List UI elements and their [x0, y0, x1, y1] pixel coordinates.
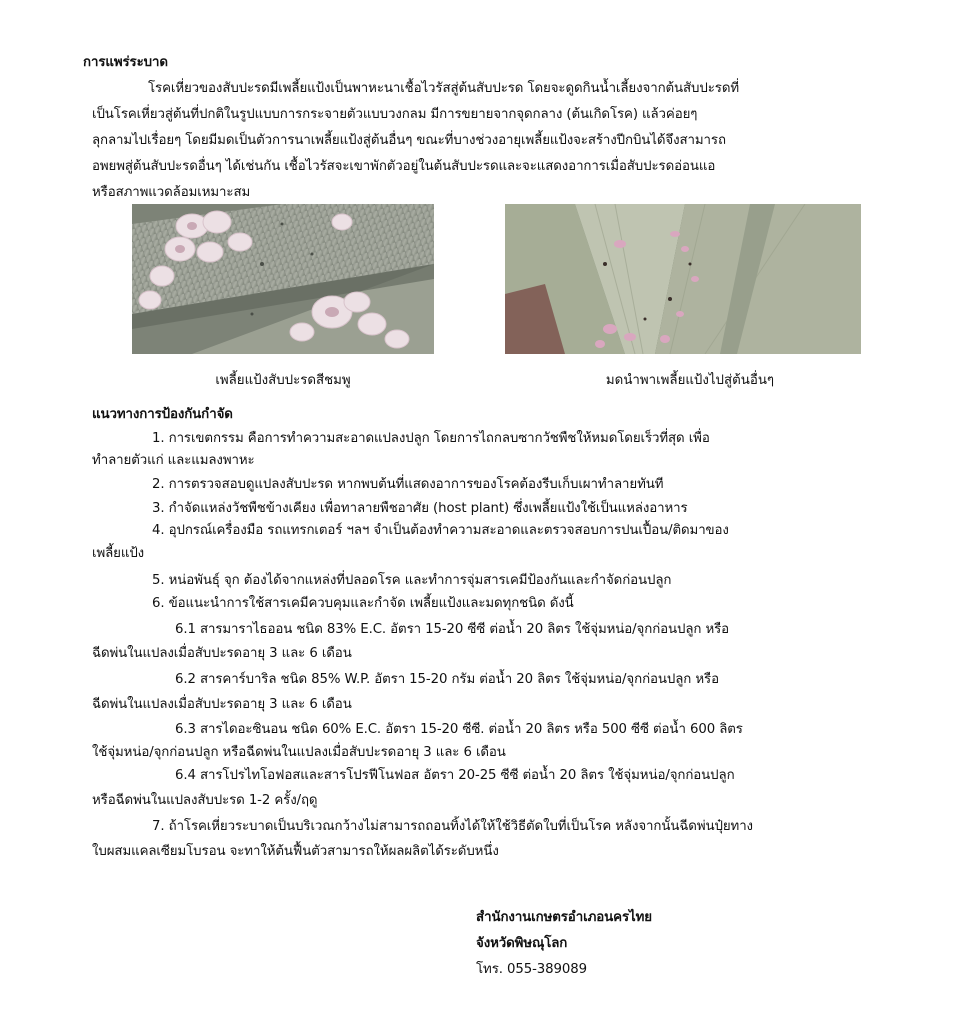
- prevention-line: ใบผสมแคลเซียมโบรอน จะทาให้ต้นฟื้นตัวสามารถให้ผลผลิตได้ระดับหนึ่ง: [92, 844, 499, 859]
- prevention-line: 5. หน่อพันธุ์ จุก ต้องได้จากแหล่งที่ปลอดโรค และทำการจุ่มสารเคมีป้องกันและกำจัดก่อนปลูก: [152, 573, 672, 588]
- spread-heading: การแพร่ระบาด: [83, 55, 168, 70]
- spread-line: ลุกลามไปเรื่อยๆ โดยมีมดเป็นตัวการนาเพลี้ยแป้งสู่ต้นอื่นๆ ขณะที่บางช่วงอายุเพลี้ยแป้งจะสร้างปีกบินได้จึงสามารถ: [92, 133, 726, 148]
- prevention-line: ฉีดพ่นในแปลงเมื่อสับปะรดอายุ 3 และ 6 เดือน: [92, 646, 352, 661]
- prevention-line: ทำลายตัวแก่ และแมลงพาหะ: [92, 453, 255, 468]
- mealybug-photo: [132, 204, 434, 354]
- ant-photo: [505, 204, 861, 354]
- prevention-line: 4. อุปกรณ์เครื่องมือ รถแทรกเตอร์ ฯลฯ จำเป็นต้องทำความสะอาดและตรวจสอบการปนเปื้อน/ติดมาของ: [152, 523, 729, 538]
- spread-line: อพยพสู่ต้นสับปะรดอื่นๆ ได้เช่นกัน เชื้อไวรัสจะเขาพักตัวอยู่ในต้นสับปะรดและจะแสดงอาการเมื่อสับปะรดอ่อนแอ: [92, 159, 716, 174]
- prevention-line: 2. การตรวจสอบดูแปลงสับปะรด หากพบต้นที่แสดงอาการของโรคต้องรีบเก็บเผาทำลายทันที: [152, 477, 664, 492]
- prevention-line: ฉีดพ่นในแปลงเมื่อสับปะรดอายุ 3 และ 6 เดือน: [92, 697, 352, 712]
- prevention-line: เพลี้ยแป้ง: [92, 546, 145, 561]
- prevention-line: 6.4 สารโปรไทโอฟอสและสารโปรฟีโนฟอส อัตรา 20-25 ซีซี ต่อน้ำ 20 ลิตร ใช้จุ่มหน่อ/จุกก่อนปลูก: [175, 768, 735, 783]
- signature-phone: โทร. 055-389089: [476, 962, 587, 977]
- prevention-line: 6.2 สารคาร์บาริล ชนิด 85% W.P. อัตรา 15-20 กรัม ต่อน้ำ 20 ลิตร ใช้จุ่มหน่อ/จุกก่อนปลูก หรือ: [175, 672, 719, 687]
- prevention-line: 6. ข้อแนะนำการใช้สารเคมีควบคุมและกำจัด เพลี้ยแป้งและมดทุกชนิด ดังนี้: [152, 596, 574, 611]
- spread-line: โรคเหี่ยวของสับปะรดมีเพลี้ยแป้งเป็นพาหะนาเชื้อไวรัสสู่ต้นสับปะรด โดยจะดูดกินน้ำเลี้ยงจากต้นสับปะรดที่: [148, 81, 740, 96]
- prevention-line: ใช้จุ่มหน่อ/จุกก่อนปลูก หรือฉีดพ่นในแปลงเมื่อสับปะรดอายุ 3 และ 6 เดือน: [92, 745, 506, 760]
- figure-caption: มดนำพาเพลี้ยแป้งไปสู่ต้นอื่นๆ: [605, 373, 775, 388]
- prevention-line: หรือฉีดพ่นในแปลงสับปะรด 1-2 ครั้ง/ฤดู: [92, 793, 318, 808]
- prevention-line: 6.1 สารมาราไธออน ชนิด 83% E.C. อัตรา 15-20 ซีซี ต่อน้ำ 20 ลิตร ใช้จุ่มหน่อ/จุกก่อนปลูก หรือ: [175, 622, 730, 637]
- signature-office: สำนักงานเกษตรอำเภอนครไทย: [476, 910, 652, 925]
- prevention-heading: แนวทางการป้องกันกำจัด: [92, 407, 233, 422]
- prevention-line: 7. ถ้าโรคเหี่ยวระบาดเป็นบริเวณกว้างไม่สามารถถอนทิ้งได้ให้ใช้วิธีตัดใบที่เป็นโรค หลังจากนั้นฉีดพ่นปุ๋ยทาง: [152, 819, 753, 834]
- prevention-line: 1. การเขตกรรม คือการทำความสะอาดแปลงปลูก โดยการไถกลบซากวัชพืชให้หมดโดยเร็วที่สุด เพื่อ: [152, 431, 710, 446]
- signature-province: จังหวัดพิษณุโลก: [476, 936, 568, 951]
- prevention-line: 3. กำจัดแหล่งวัชพืชข้างเคียง เพื่อทาลายพืชอาศัย (host plant) ซึ่งเพลี้ยแป้งใช้เป็นแหล่งอาหาร: [152, 501, 688, 516]
- figure-caption: เพลี้ยแป้งสับปะรดสีชมพู: [215, 373, 351, 388]
- spread-line: หรือสภาพแวดล้อมเหมาะสม: [92, 185, 251, 200]
- spread-line: เป็นโรคเหี่ยวสู่ต้นที่ปกติในรูปแบบการกระจายตัวแบบวงกลม มีการขยายจากจุดกลาง (ต้นเกิดโรค) แล้วค่อยๆ: [92, 107, 698, 122]
- prevention-line: 6.3 สารไดอะซินอน ชนิด 60% E.C. อัตรา 15-20 ซีซี. ต่อน้ำ 20 ลิตร หรือ 500 ซีซี ต่อน้ำ 600 ลิตร: [175, 722, 743, 737]
